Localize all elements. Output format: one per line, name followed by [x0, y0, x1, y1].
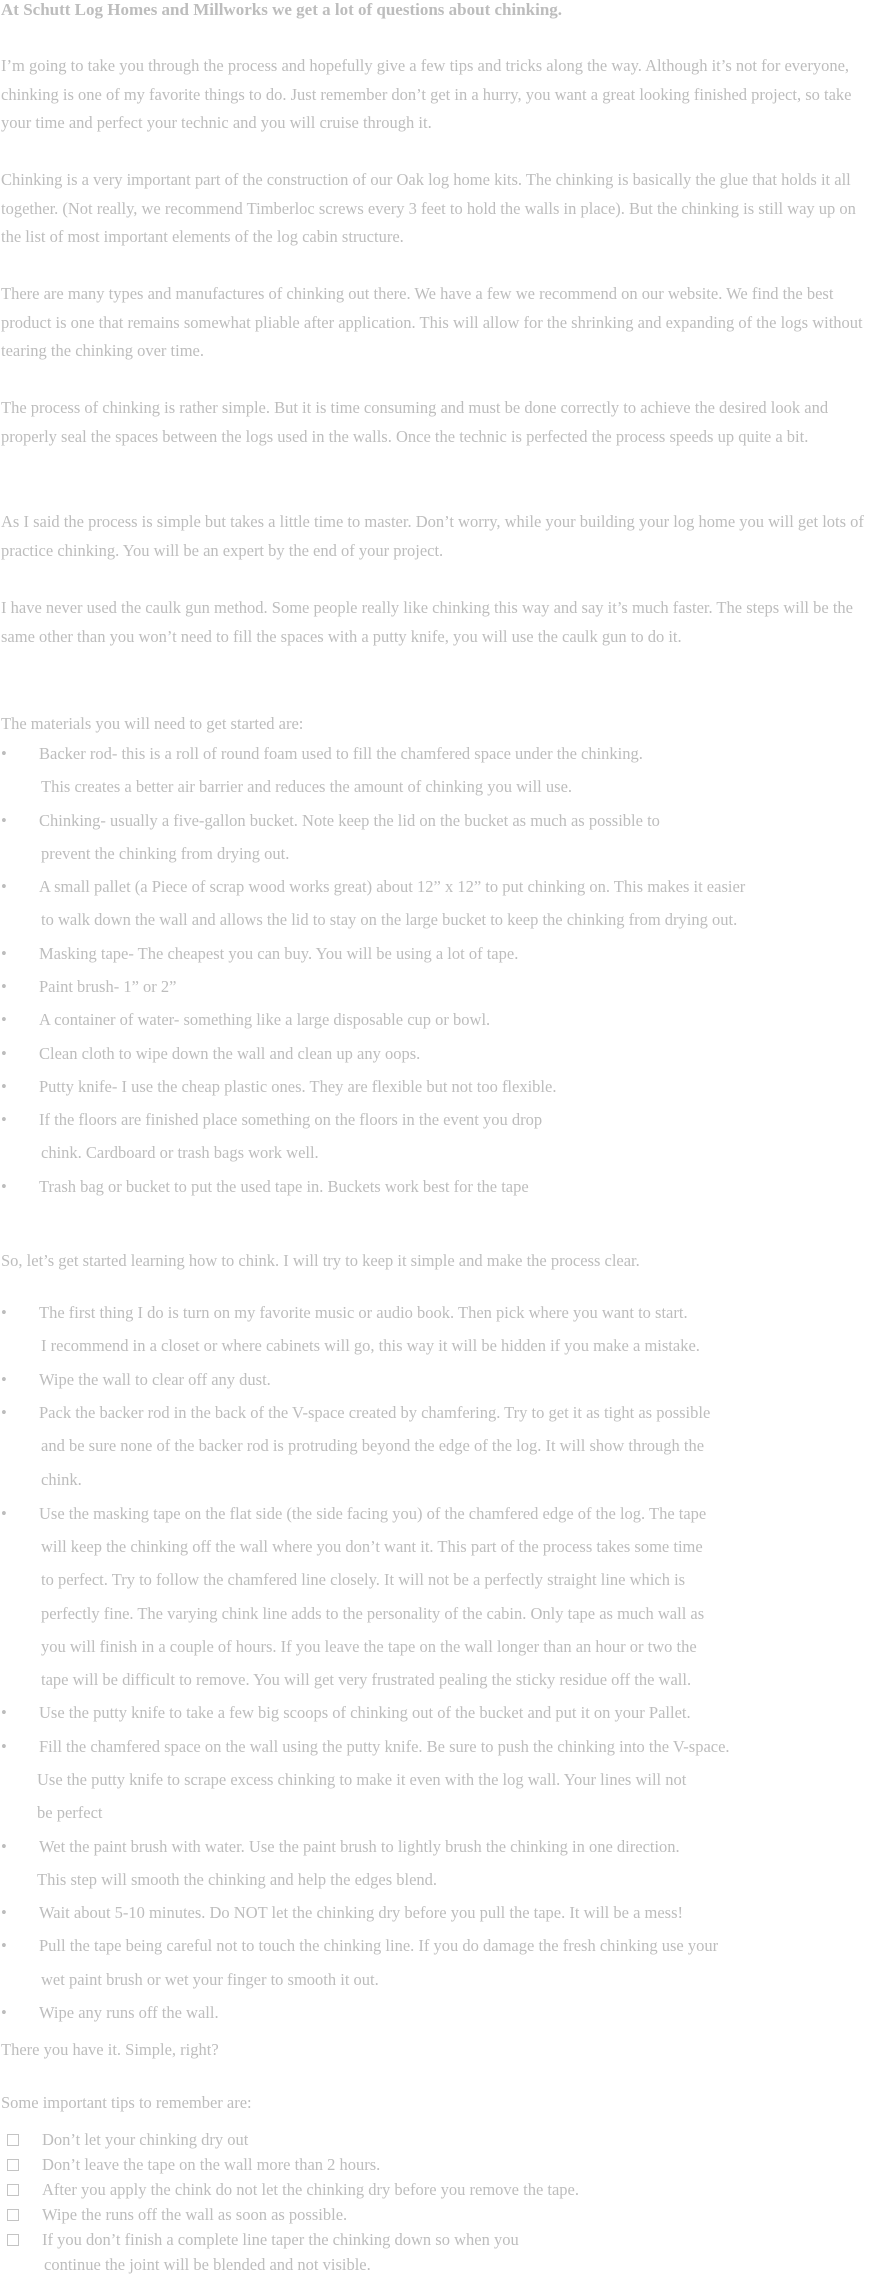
caulk-gun-paragraph: I have never used the caulk gun method. Some people really like chinking this way and say it’s much faster. The steps will be the same other than you won’t need to fill the spaces with a putty knife, you will use the caulk gun to do it.: [1, 598, 853, 646]
bullet-icon: •: [1, 811, 7, 830]
material-text-line: Trash bag or bucket to put the used tape in. Buckets work best for the tape: [39, 1177, 529, 1196]
tip-text-line: Wipe the runs off the wall as soon as possible.: [42, 2205, 348, 2224]
material-text-line: A small pallet (a Piece of scrap wood works great) about 12” x 12” to put chinking on. This makes it easier: [39, 877, 746, 896]
step-text-line: Fill the chamfered space on the wall using the putty knife. Be sure to push the chinking into the V-space.: [39, 1737, 730, 1756]
material-text-line: Paint brush- 1” or 2”: [39, 977, 177, 996]
steps-intro: So, let’s get started learning how to chink. I will try to keep it simple and make the process clear.: [1, 1251, 640, 1270]
step-text-line: Wait about 5-10 minutes. Do NOT let the chinking dry before you pull the tape. It will be a mess!: [39, 1903, 684, 1922]
step-text-line: Use the putty knife to scrape excess chinking to make it even with the log wall. Your lines will not: [37, 1770, 687, 1789]
material-text-line: Putty knife- I use the cheap plastic ones. They are flexible but not too flexible.: [39, 1077, 557, 1096]
step-text-line: The first thing I do is turn on my favorite music or audio book. Then pick where you want to start.: [39, 1303, 688, 1322]
tip-text-line: continue the joint will be blended and not visible.: [44, 2255, 371, 2274]
bullet-icon: •: [1, 877, 7, 896]
practice-paragraph: As I said the process is simple but takes a little time to master. Don’t worry, while your building your log home you will get lots of practice chinking. You will be an expert by the end of your project.: [1, 512, 864, 560]
checkbox-icon: [7, 2134, 19, 2146]
step-text-line: wet paint brush or wet your finger to smooth it out.: [41, 1970, 379, 1989]
tip-text-line: After you apply the chink do not let the chinking dry before you remove the tape.: [42, 2180, 580, 2199]
material-text-line: Masking tape- The cheapest you can buy. You will be using a lot of tape.: [39, 944, 519, 963]
bullet-icon: •: [1, 1936, 7, 1955]
step-text-line: perfectly fine. The varying chink line adds to the personality of the cabin. Only tape as much wall as: [41, 1604, 705, 1623]
step-text-line: Wipe any runs off the wall.: [39, 2003, 219, 2022]
bullet-icon: •: [1, 1077, 7, 1096]
step-text-line: This step will smooth the chinking and help the edges blend.: [37, 1870, 438, 1889]
bullet-icon: •: [1, 1903, 7, 1922]
step-text-line: I recommend in a closet or where cabinets will go, this way it will be hidden if you make a mistake.: [41, 1336, 700, 1355]
bullet-icon: •: [1, 1303, 7, 1322]
intro-paragraph: I’m going to take you through the process and hopefully give a few tips and tricks along the way. Although it’s not for everyone, chinking is one of my favorite things to do. Just remember don’t get in a hurry, you want a great looking finished project, so take your time and perfect your technic and you will cruise through it.: [1, 56, 852, 132]
types-paragraph: There are many types and manufactures of chinking out there. We have a few we recommend on our website. We find the best product is one that remains somewhat pliable after application. This will allow for the shrinking and expanding of the logs without tearing the chinking over time.: [1, 284, 863, 360]
step-text-line: Use the masking tape on the flat side (the side facing you) of the chamfered edge of the log. The tape: [39, 1504, 707, 1523]
step-text-line: you will finish in a couple of hours. If you leave the tape on the wall longer than an hour or two the: [41, 1637, 697, 1656]
tips-intro: Some important tips to remember are:: [1, 2093, 252, 2112]
material-text-line: to walk down the wall and allows the lid to stay on the large bucket to keep the chinking from drying out.: [41, 910, 738, 929]
bullet-icon: •: [1, 1044, 7, 1063]
material-text-line: Chinking- usually a five-gallon bucket. Note keep the lid on the bucket as much as possible to: [39, 811, 660, 830]
bullet-icon: •: [1, 1504, 7, 1523]
material-text-line: prevent the chinking from drying out.: [41, 844, 290, 863]
bullet-icon: •: [1, 977, 7, 996]
article-heading: At Schutt Log Homes and Millworks we get a lot of questions about chinking.: [1, 0, 563, 19]
material-text-line: This creates a better air barrier and reduces the amount of chinking you will use.: [41, 777, 573, 796]
step-text-line: Use the putty knife to take a few big scoops of chinking out of the bucket and put it on your Pallet.: [39, 1703, 691, 1722]
step-text-line: will keep the chinking off the wall where you don’t want it. This part of the process takes some time: [41, 1537, 703, 1556]
checkbox-icon: [7, 2184, 19, 2196]
step-text-line: to perfect. Try to follow the chamfered line closely. It will not be a perfectly straight line which is: [41, 1570, 686, 1589]
material-text-line: chink. Cardboard or trash bags work well.: [41, 1143, 319, 1162]
bullet-icon: •: [1, 1837, 7, 1856]
tip-text-line: Don’t let your chinking dry out: [42, 2130, 249, 2149]
bullet-icon: •: [1, 1737, 7, 1756]
material-text-line: Clean cloth to wipe down the wall and clean up any oops.: [39, 1044, 421, 1063]
bullet-icon: •: [1, 744, 7, 763]
bullet-icon: •: [1, 944, 7, 963]
checkbox-icon: [7, 2234, 19, 2246]
step-text-line: Pull the tape being careful not to touch the chinking line. If you do damage the fresh chinking use your: [39, 1936, 719, 1955]
material-text-line: A container of water- something like a large disposable cup or bowl.: [39, 1010, 491, 1029]
bullet-icon: •: [1, 2003, 7, 2022]
step-text-line: Wet the paint brush with water. Use the paint brush to lightly brush the chinking in one direction.: [39, 1837, 680, 1856]
bullet-icon: •: [1, 1403, 7, 1422]
closing-line: There you have it. Simple, right?: [1, 2040, 219, 2059]
step-text-line: and be sure none of the backer rod is protruding beyond the edge of the log. It will show through the: [41, 1436, 705, 1455]
importance-paragraph: Chinking is a very important part of the construction of our Oak log home kits. The chinking is basically the glue that holds it all together. (Not really, we recommend Timberloc screws every 3 feet to hold the walls in place). But the chinking is still way up on the list of most important elements of the log cabin structure.: [1, 170, 856, 246]
step-text-line: Wipe the wall to clear off any dust.: [39, 1370, 271, 1389]
process-paragraph: The process of chinking is rather simple. But it is time consuming and must be done correctly to achieve the desired look and properly seal the spaces between the logs used in the walls. Once the technic is perfected the process speeds up quite a bit.: [1, 398, 829, 446]
bullet-icon: •: [1, 1370, 7, 1389]
bullet-icon: •: [1, 1703, 7, 1722]
tip-text-line: If you don’t finish a complete line taper the chinking down so when you: [42, 2230, 519, 2249]
step-text-line: chink.: [41, 1470, 82, 1489]
tip-text-line: Don’t leave the tape on the wall more than 2 hours.: [42, 2155, 381, 2174]
material-text-line: If the floors are finished place something on the floors in the event you drop: [39, 1110, 543, 1129]
checkbox-icon: [7, 2209, 19, 2221]
materials-intro: The materials you will need to get started are:: [1, 714, 304, 733]
bullet-icon: •: [1, 1177, 7, 1196]
step-text-line: be perfect: [37, 1803, 103, 1822]
material-text-line: Backer rod- this is a roll of round foam used to fill the chamfered space under the chinking.: [39, 744, 643, 763]
bullet-icon: •: [1, 1110, 7, 1129]
step-text-line: tape will be difficult to remove. You will get very frustrated pealing the sticky residue off the wall.: [41, 1670, 692, 1689]
checkbox-icon: [7, 2159, 19, 2171]
step-text-line: Pack the backer rod in the back of the V-space created by chamfering. Try to get it as tight as possible: [39, 1403, 711, 1422]
bullet-icon: •: [1, 1010, 7, 1029]
